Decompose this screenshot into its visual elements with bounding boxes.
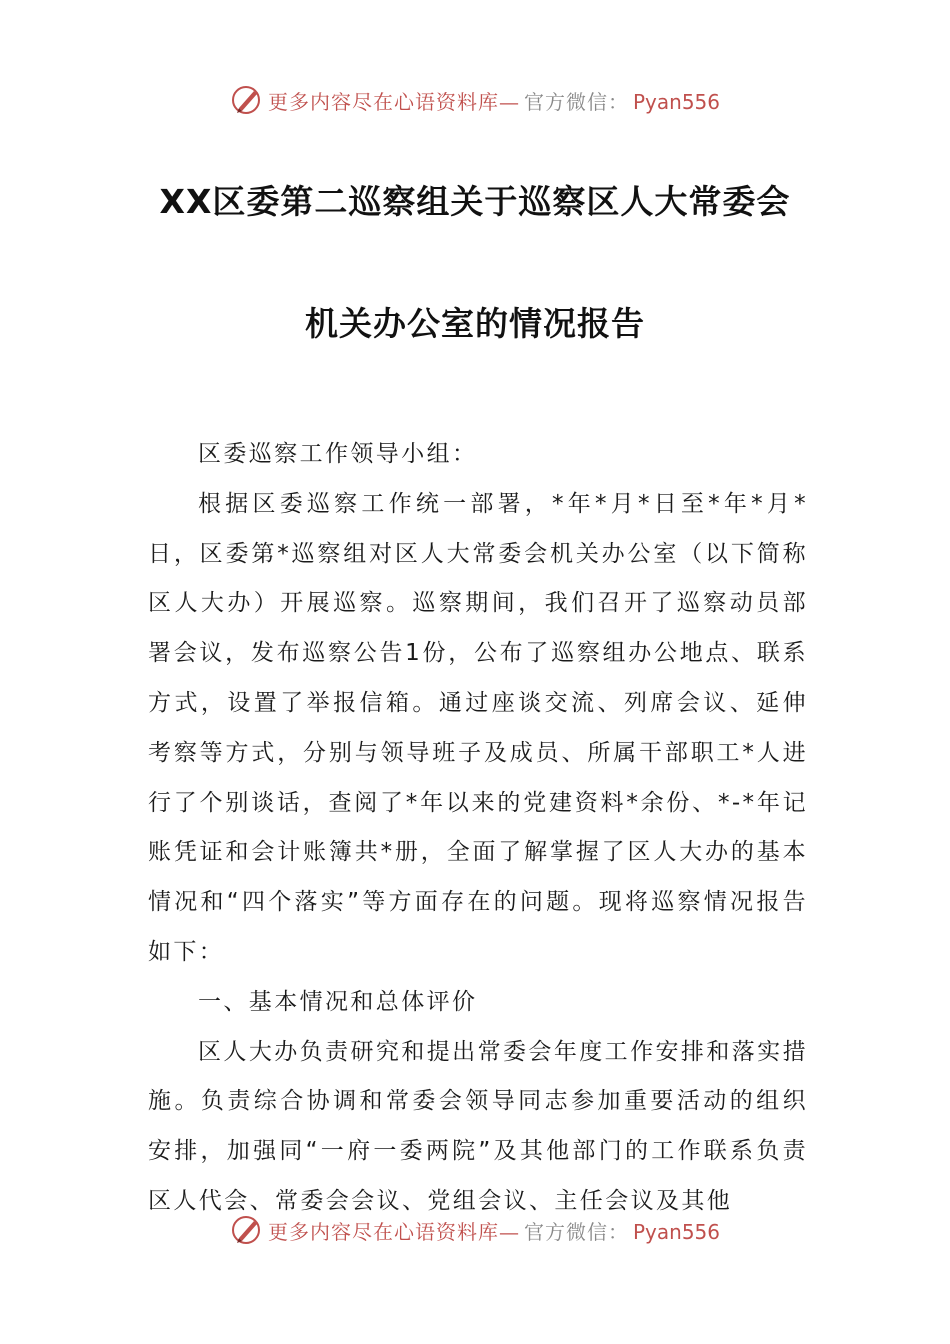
watermark-id: Pyan556 [632,89,720,114]
pen-logo-icon [230,1213,264,1247]
salutation: 区委巡察工作领导小组： [198,441,478,467]
watermark-text-group [268,86,720,115]
document-title-line-1: XX区委第二巡察组关于巡察区人大常委会 [159,182,791,221]
section-heading: 一、基本情况和总体评价 [198,988,478,1015]
paragraph: 区人大办负责研究和提出常委会年度工作安排和落实措施。负责综合协调和常委会领导同志参加重要活动的组织安排，加强同“一府一委两院”及其他部门的工作联系负责区人代会、常委会会议、党组会议、主任会议及其他 [148,1038,808,1214]
watermark-text: 更多内容尽在心语资料库 [267,89,499,114]
footer-watermark [0,1208,950,1252]
pen-logo-icon [230,83,264,117]
watermark-dash: — [498,1219,520,1244]
watermark-text: 更多内容尽在心语资料库 [267,1219,499,1244]
watermark-text-group [268,1216,720,1245]
watermark-label: 官方微信： [523,1219,629,1244]
watermark-label: 官方微信： [523,89,629,114]
paragraph: 根据区委巡察工作统一部署，*年*月*日至*年*月*日，区委第*巡察组对区人大常委会机关办公室（以下简称区人大办）开展巡察。巡察期间，我们召开了巡察动员部署会议，发布巡察公告1份，公布了巡察组办公地点、联系方式，设置了举报信箱。通过座谈交流、列席会议、延伸考察等方式，分别与领导班子及成员、所属干部职工*人进行了个别谈话，查阅了*年以来的党建资料*余份、*-*年记账凭证和会计账簿共*册，全面了解掌握了区人大办的基本情况和“四个落实”等方面存在的问题。现将巡察情况报告如下： [148,490,808,965]
watermark-dash: — [498,89,520,114]
document-body [148,430,808,1227]
document-title-line-2: 机关办公室的情况报告 [305,304,645,343]
watermark-id: Pyan556 [632,1219,720,1244]
header-watermark [0,78,950,122]
